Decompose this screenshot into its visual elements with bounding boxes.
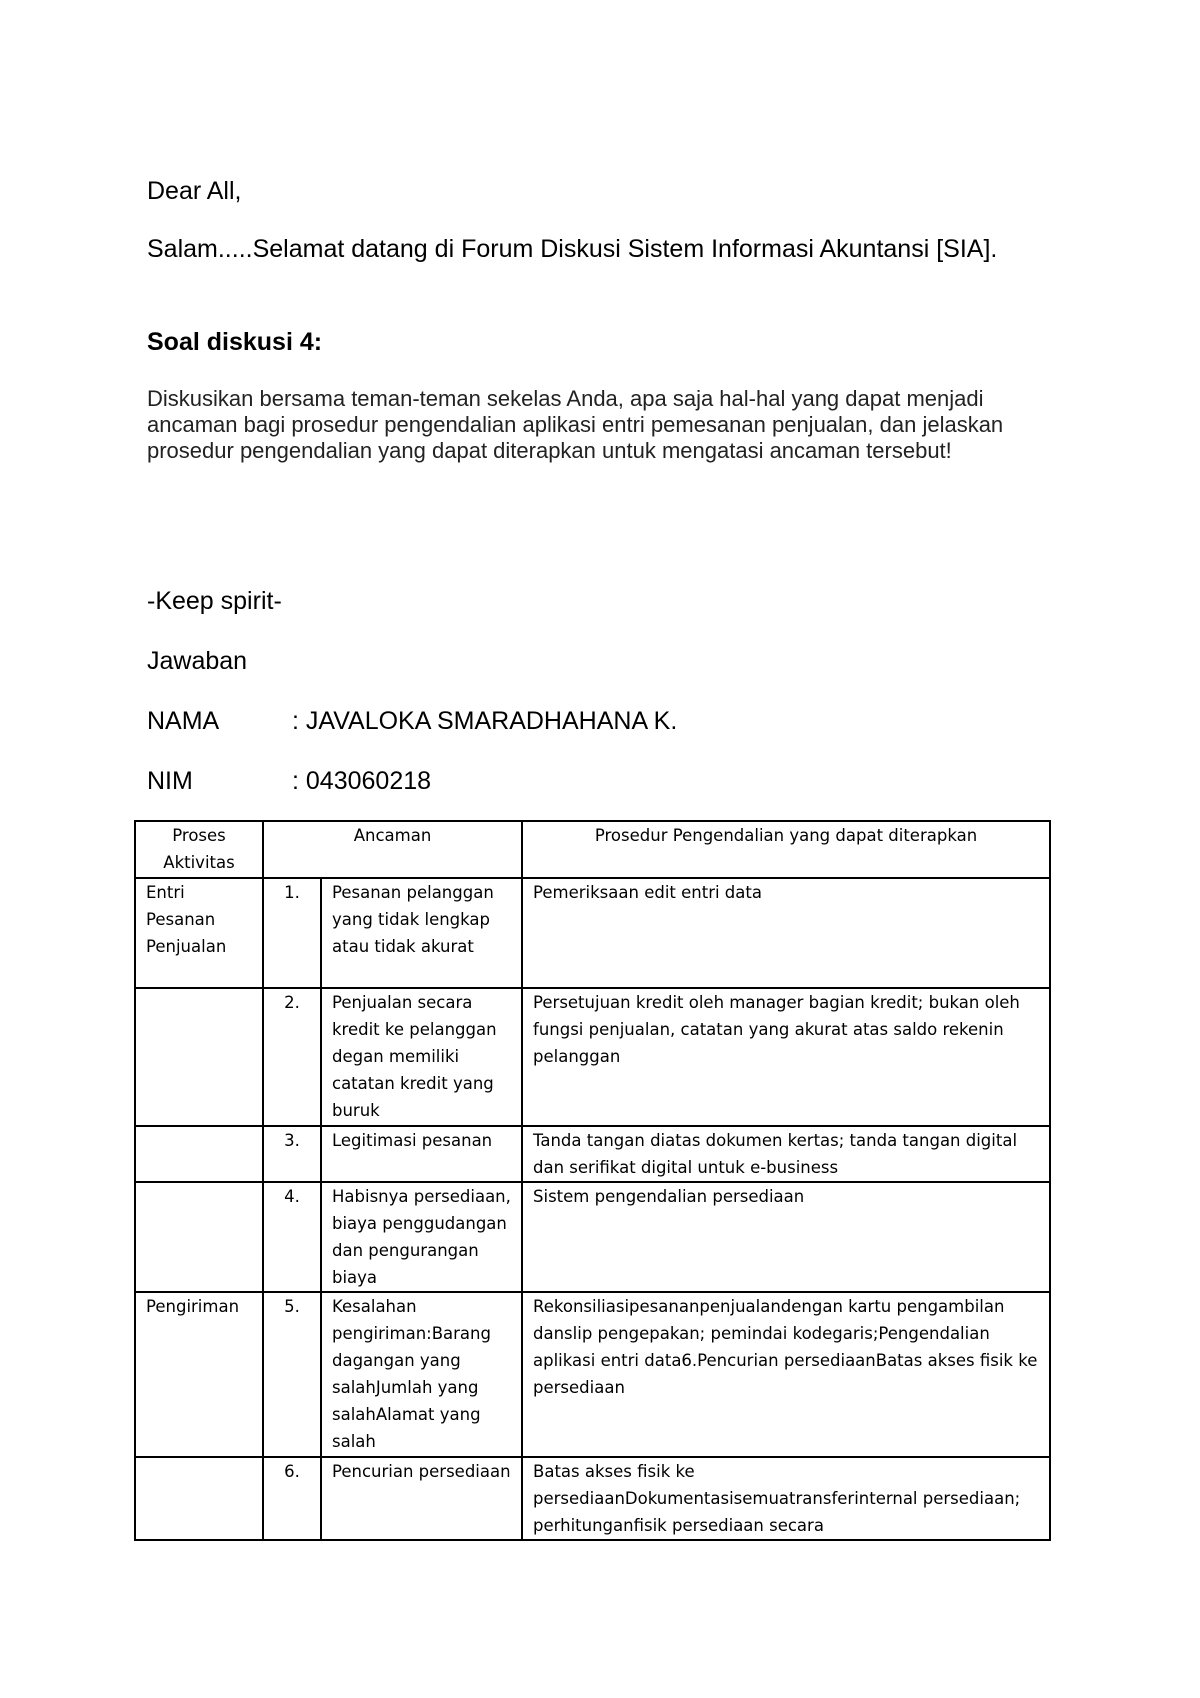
name-label: NAMA <box>147 707 220 735</box>
table-row <box>135 1292 1050 1457</box>
number-cell: 3. <box>263 1126 321 1182</box>
control-table <box>134 820 1051 1541</box>
process-cell <box>135 988 263 1126</box>
closing-text: -Keep spirit- <box>147 587 282 615</box>
threat-cell: Habisnya persediaan, biaya penggudangan dan pengurangan biaya <box>321 1182 522 1292</box>
welcome-paragraph: Salam.....Selamat datang di Forum Diskusi Sistem Informasi Akuntansi [SIA]. <box>147 235 998 263</box>
greeting: Dear All, <box>147 177 242 205</box>
number-cell: 4. <box>263 1182 321 1292</box>
threat-cell: Pesanan pelanggan yang tidak lengkap atau tidak akurat <box>321 878 522 988</box>
threat-cell: Pencurian persediaan <box>321 1457 522 1540</box>
table-header-row <box>135 821 1050 878</box>
table-row <box>135 1182 1050 1292</box>
process-cell <box>135 1126 263 1182</box>
question-title: Soal diskusi 4: <box>147 328 323 356</box>
process-cell <box>135 1182 263 1292</box>
process-cell: Pengiriman <box>135 1292 263 1457</box>
threat-cell: Kesalahan pengiriman:Barang dagangan yang salahJumlah yang salahAlamat yang salah <box>321 1292 522 1457</box>
control-cell: Pemeriksaan edit entri data <box>522 878 1050 988</box>
control-cell: Sistem pengendalian persediaan <box>522 1182 1050 1292</box>
number-cell: 6. <box>263 1457 321 1540</box>
question-text: Diskusikan bersama teman-teman sekelas Anda, apa saja hal-hal yang dapat menjadi ancaman bagi prosedur pengendalian aplikasi entri pemesanan penjualan, dan jelaskan prosedur pengendalian yang dapat diterapkan untuk mengatasi ancaman tersebut! <box>147 386 1004 463</box>
process-cell: Entri Pesanan Penjualan <box>135 878 263 988</box>
number-cell: 5. <box>263 1292 321 1457</box>
control-cell: Rekonsiliasipesananpenjualandengan kartu pengambilan danslip pengepakan; pemindai kodegaris;Pengendalian aplikasi entri data6.Pencurian persediaanBatas akses fisik ke persediaan <box>522 1292 1050 1457</box>
number-cell: 1. <box>263 878 321 988</box>
table-row <box>135 988 1050 1126</box>
control-cell: Batas akses fisik ke persediaanDokumentasisemuatransferinternal persediaan; perhitunganfisik persediaan secara <box>522 1457 1050 1540</box>
nim-label: NIM <box>147 767 193 795</box>
control-cell: Tanda tangan diatas dokumen kertas; tanda tangan digital dan serifikat digital untuk e-business <box>522 1126 1050 1182</box>
table-row <box>135 1457 1050 1540</box>
header-process: Proses Aktivitas <box>135 821 263 878</box>
header-threat: Ancaman <box>263 821 522 878</box>
threat-cell: Legitimasi pesanan <box>321 1126 522 1182</box>
process-cell <box>135 1457 263 1540</box>
table-row <box>135 878 1050 988</box>
name-value: : JAVALOKA SMARADHAHANA K. <box>292 707 678 735</box>
control-cell: Persetujuan kredit oleh manager bagian kredit; bukan oleh fungsi penjualan, catatan yang akurat atas saldo rekenin pelanggan <box>522 988 1050 1126</box>
table-row <box>135 1126 1050 1182</box>
threat-cell: Penjualan secara kredit ke pelanggan degan memiliki catatan kredit yang buruk <box>321 988 522 1126</box>
answer-heading: Jawaban <box>147 647 248 675</box>
header-control: Prosedur Pengendalian yang dapat diterapkan <box>522 821 1050 878</box>
number-cell: 2. <box>263 988 321 1126</box>
nim-value: : 043060218 <box>292 767 432 795</box>
